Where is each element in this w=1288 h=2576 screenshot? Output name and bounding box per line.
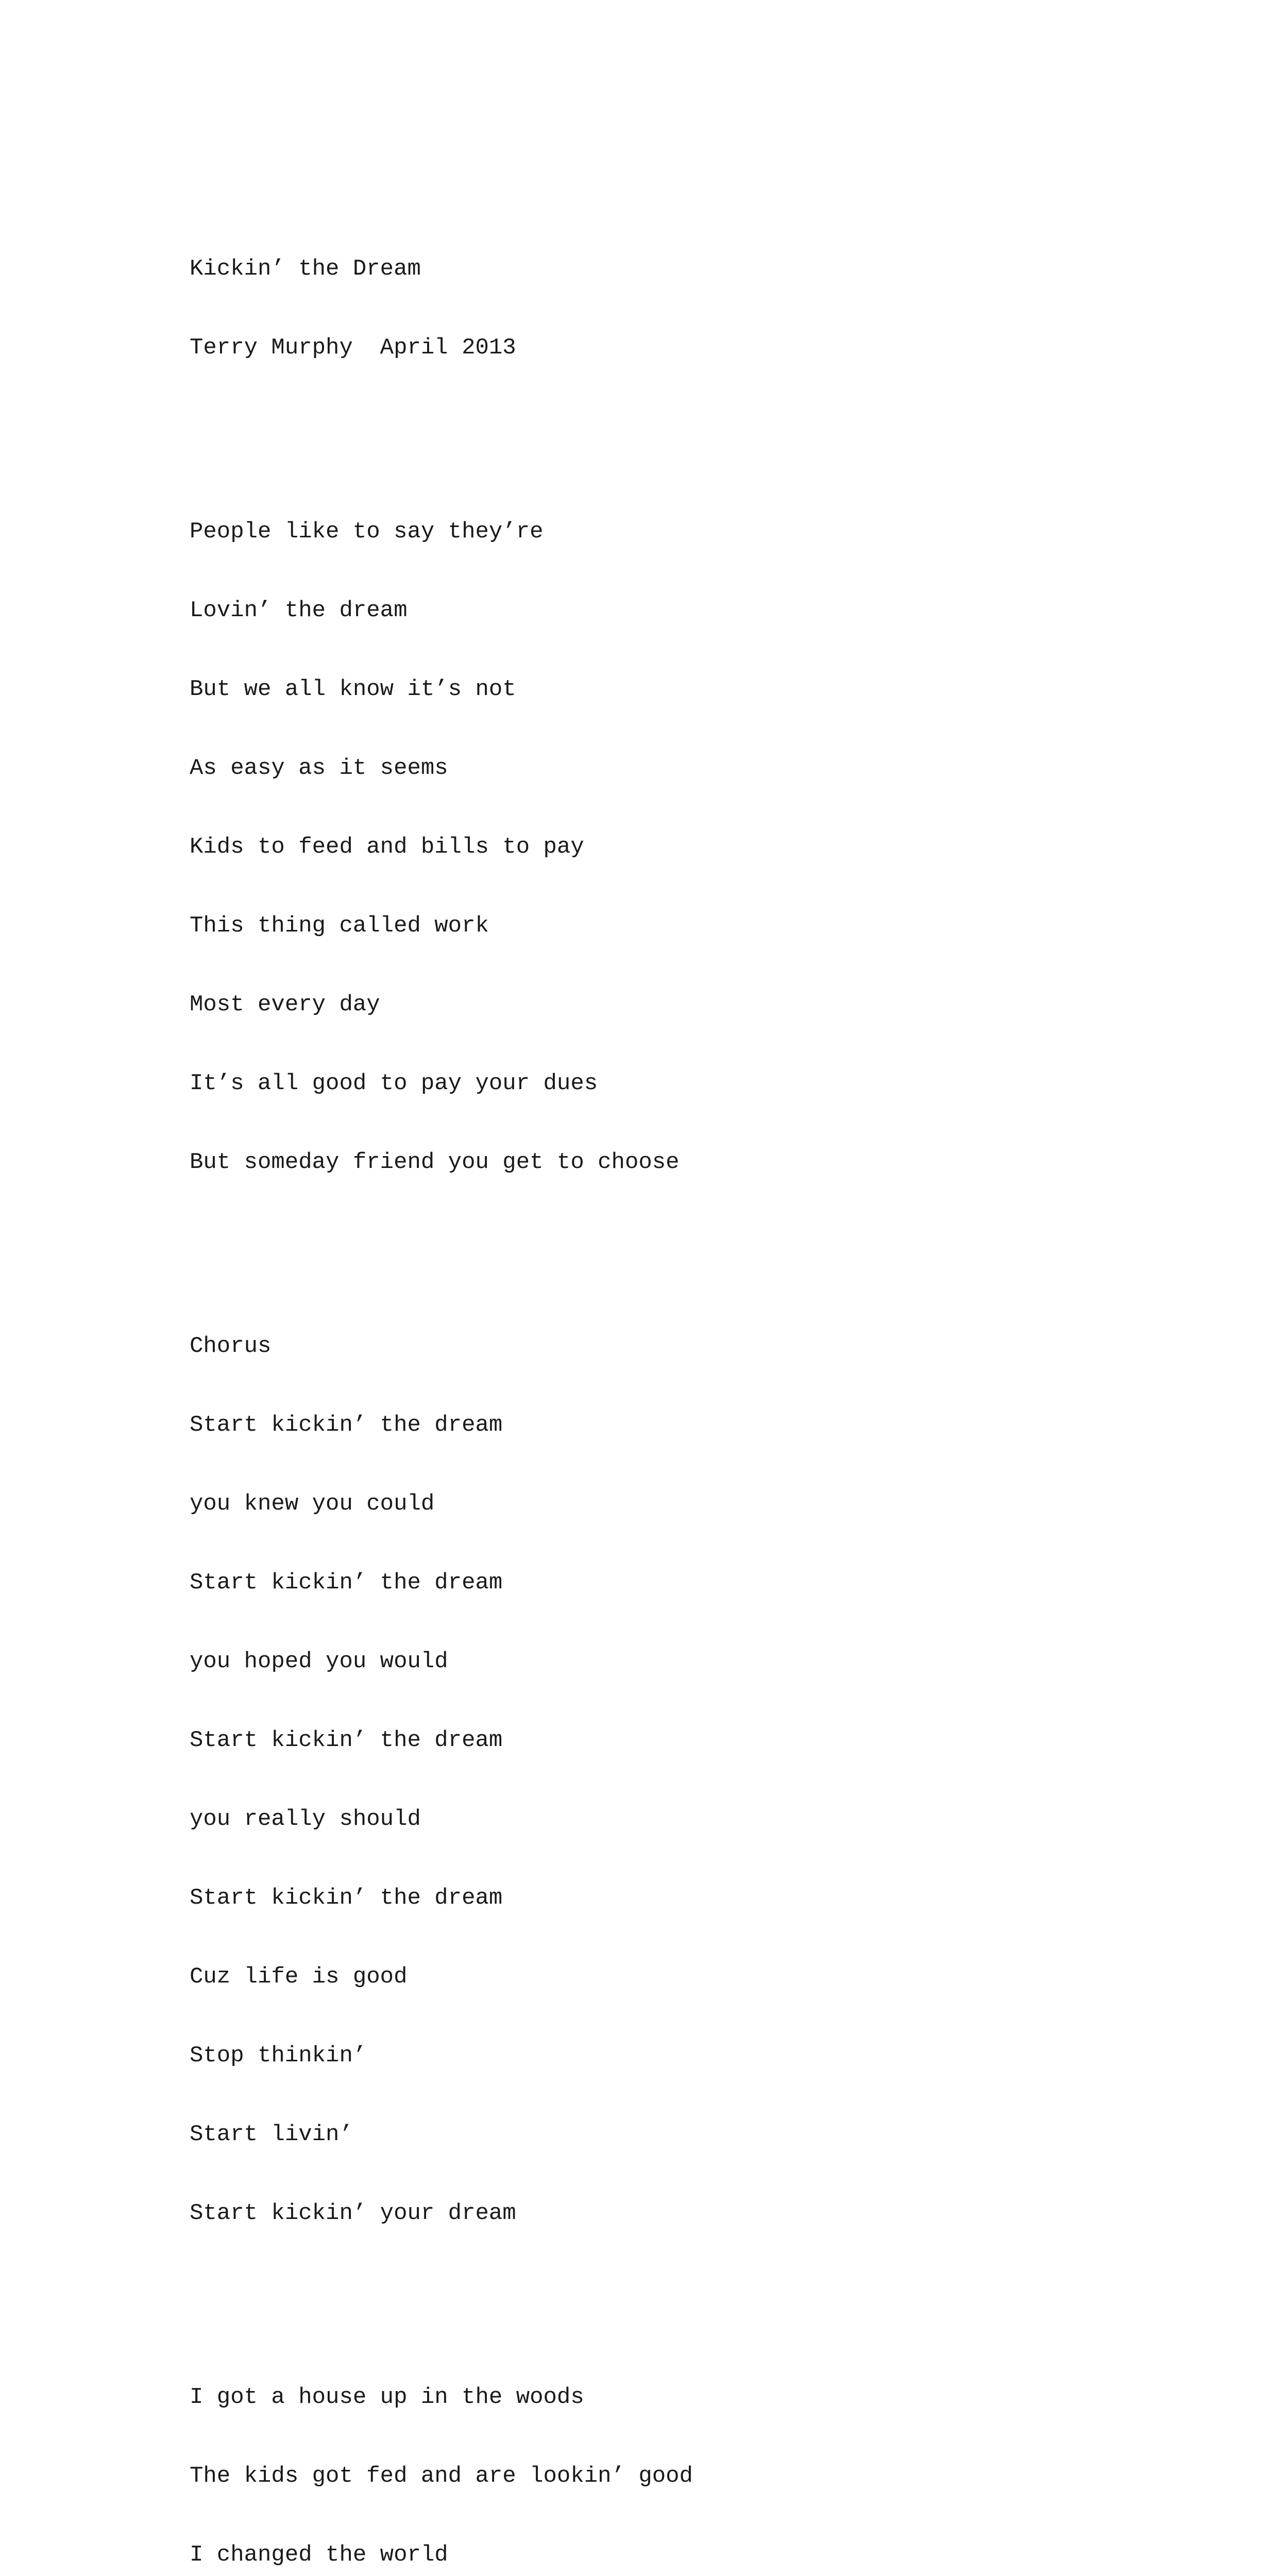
chorus-line: you knew you could bbox=[190, 1491, 435, 1517]
chorus-line: Start kickin’ the dream bbox=[190, 1885, 503, 1911]
chorus-line: Stop thinkin’ bbox=[190, 2043, 367, 2069]
verse1-line: Most every day bbox=[190, 992, 380, 1018]
verse1-line: But someday friend you get to choose bbox=[190, 1149, 680, 1175]
chorus-line: Start livin’ bbox=[190, 2122, 353, 2147]
stanza-gap bbox=[190, 1228, 693, 1255]
chorus-line: Cuz life is good bbox=[190, 1964, 408, 1990]
verse1-line: But we all know it’s not bbox=[190, 676, 516, 702]
chorus-label: Chorus bbox=[190, 1333, 272, 1359]
verse1-line: People like to say they’re bbox=[190, 519, 544, 545]
stanza-gap bbox=[190, 414, 693, 440]
chorus-line: Start kickin’ the dream bbox=[190, 1570, 503, 1596]
lyrics-text bbox=[190, 204, 693, 2576]
chorus-line: Start kickin’ your dream bbox=[190, 2200, 516, 2226]
verse2-line: I changed the world bbox=[190, 2542, 448, 2568]
chorus-line: Start kickin’ the dream bbox=[190, 1727, 503, 1753]
chorus-line: you hoped you would bbox=[190, 1649, 448, 1674]
verse2-line: The kids got fed and are lookin’ good bbox=[190, 2463, 693, 2489]
verse1-line: As easy as it seems bbox=[190, 755, 448, 781]
stanza-gap bbox=[190, 2279, 693, 2306]
verse1-line: Lovin’ the dream bbox=[190, 598, 408, 623]
chorus-line: you really should bbox=[190, 1806, 421, 1832]
song-byline: Terry Murphy April 2013 bbox=[190, 335, 516, 361]
verse1-line: Kids to feed and bills to pay bbox=[190, 834, 584, 860]
chorus-line: Start kickin’ the dream bbox=[190, 1412, 503, 1438]
verse2-line: I got a house up in the woods bbox=[190, 2384, 584, 2410]
verse1-line: It’s all good to pay your dues bbox=[190, 1071, 598, 1096]
song-title: Kickin’ the Dream bbox=[190, 256, 421, 282]
verse1-line: This thing called work bbox=[190, 913, 489, 939]
